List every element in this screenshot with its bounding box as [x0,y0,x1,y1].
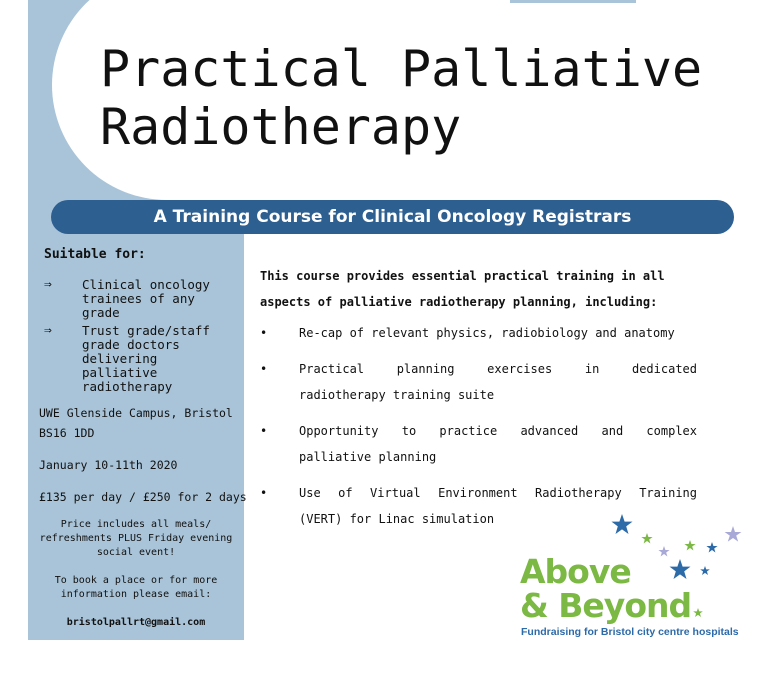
star-icon [706,542,717,553]
price-includes-line-3: social event! [96,547,176,558]
title-line-1: Practical Palliative [100,40,703,98]
bullet-icon: • [260,362,268,376]
star-icon [693,608,703,617]
list-item-line: Opportunity to practice advanced and complex [299,424,697,438]
star-icon [641,533,652,544]
star-icon [684,540,695,551]
list-item-line: palliative planning [299,450,437,464]
price-includes-line-1: Price includes all meals/ [60,519,212,530]
venue-line-1: UWE Glenside Campus, Bristol [39,406,233,420]
course-dates: January 10-11th 2020 [39,458,178,472]
star-icon [725,526,742,542]
subtitle-banner: A Training Course for Clinical Oncology Registrars [51,200,734,234]
logo-tagline: Fundraising for Bristol city centre hospitals [521,626,739,638]
page-title [100,40,702,156]
arrow-icon: ⇒ [44,277,52,292]
intro-line-2: aspects of palliative radiotherapy planning, including: [260,295,658,309]
suitable-heading: Suitable for: [44,247,146,262]
price-includes-line-2: refreshments PLUS Friday evening [39,533,233,544]
list-item-text [299,418,697,470]
arrow-icon: ⇒ [44,323,52,338]
venue-line-2: BS16 1DD [39,426,95,440]
bullet-icon: • [260,486,268,500]
list-item [260,320,700,346]
list-item [44,278,240,320]
list-item-line: (VERT) for Linac simulation [299,512,495,526]
bullet-icon: • [260,424,268,438]
suitable-list [44,278,240,394]
contact-email[interactable]: bristolpallrt@gmail.com [66,617,206,628]
list-item [260,356,700,408]
list-item-line: Re-cap of relevant physics, radiobiology and anatomy [299,326,675,340]
logo-word-beyond: & Beyond [520,586,692,625]
booking-line-2: information please email: [60,589,212,600]
star-icon [670,559,691,579]
title-line-2: Radiotherapy [100,98,462,156]
star-icon [700,566,710,575]
list-item-text: Clinical oncology trainees of any grade [82,277,210,320]
list-item-line: Use of Virtual Environment Radiotherapy Training [299,486,697,500]
list-item [260,418,700,470]
list-item [44,324,240,394]
course-intro [260,263,720,315]
star-icon [612,514,633,534]
list-item-line: Practical planning exercises in dedicated [299,362,697,376]
booking-line-1: To book a place or for more [54,575,218,586]
logo-word-above: Above [520,552,631,591]
top-edge-decoration [510,0,636,3]
bullet-icon: • [260,326,268,340]
intro-line-1: This course provides essential practical training in all [260,269,665,283]
list-item-line: radiotherapy training suite [299,388,495,402]
star-icon [658,546,669,557]
course-price: £135 per day / £250 for 2 days [39,490,247,504]
list-item-text [299,356,697,408]
list-item-text [299,320,697,346]
list-item-text: Trust grade/staff grade doctors delivering palliative radiotherapy [82,323,210,394]
